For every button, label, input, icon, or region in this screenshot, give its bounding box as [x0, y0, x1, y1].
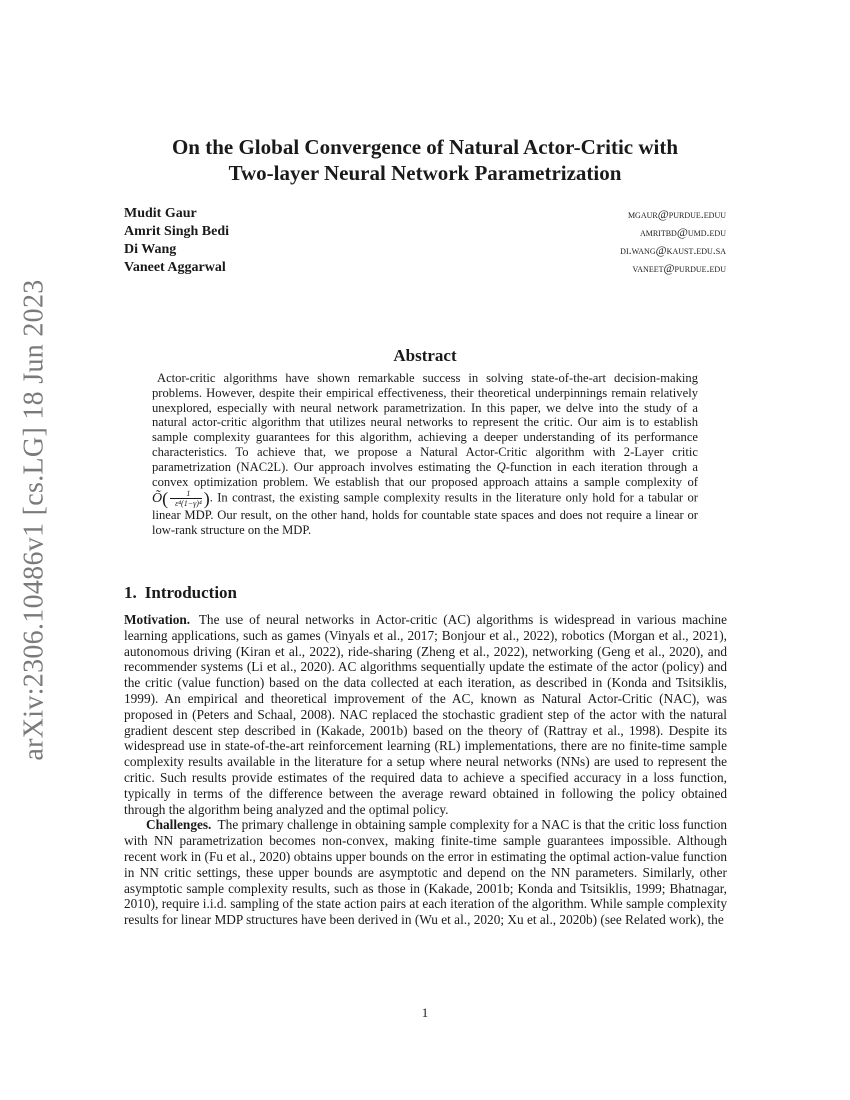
author-row [124, 223, 726, 241]
paragraph-challenges [124, 817, 727, 928]
author-name: Di Wang [124, 242, 177, 257]
title-line-2: Two-layer Neural Network Parametrization [228, 161, 622, 185]
author-row [124, 241, 726, 259]
arxiv-identifier-stamp [10, 265, 60, 775]
paragraph-text: The use of neural networks in Actor-critic (AC) algorithms is widespread in various machine learning applications, such as games (Vinyals et al., 2017; Bonjour et al., 2022), robotics (Morgan et al., 2021), autonomous driving (Kiran et al., 2022), ride-sharing (Zheng et al., 2022), networking (Geng et al., 2020), and recommender systems (Li et al., 2020). AC algorithms sequentially update the estimate of the actor (policy) and the critic (value function) based on the data collected at each iteration, as described in (Konda and Tsitsiklis, 1999). An empirical and theoretical improvement of the AC, known as Natural Actor-Critic (NAC), was proposed in (Peters and Schaal, 2008). NAC replaced the stochastic gradient step of the actor with the natural gradient descent step described in (Kakade, 2001b) based on the theory of (Rattray et al., 1998). Despite its widespread use in state-of-the-art reinforcement learning (RL) implementations, there are no finite-time sample complexity results available in the literature for a setup where neural networks (NNs) are used to represent the critic. Such results provide estimates of the required data to achieve a specified accuracy in a loss function, typically in terms of the difference between the average reward obtained in following the policy obtained through the algorithm being analyzed and the optimal policy. [124, 612, 727, 817]
author-row [124, 205, 726, 223]
paragraph-lead: Motivation. [124, 612, 191, 627]
author-email: vaneet@purdue.edu [632, 261, 726, 275]
abstract-heading: Abstract [393, 346, 457, 365]
paragraph-lead: Challenges. [146, 817, 212, 833]
title-line-1: On the Global Convergence of Natural Actor-Critic with [171, 135, 679, 159]
author-email: di.wang@kaust.edu.sa [620, 243, 726, 257]
paragraph-text: The primary challenge in obtaining sample complexity for a NAC is that the critic loss function with NN parametrization becomes non-convex, making finite-time sample guarantees impossible. Although recent work in (Fu et al., 2020) obtains upper bounds on the error in estimating the optimal action-value function in NN critic settings, these upper bounds are asymptotic and depend on the NN parameters. Similarly, other asymptotic sample complexity results, such as those in (Kakade, 2001b; Konda and Tsitsiklis, 1999; Bhatnagar, 2010), require i.i.d. sampling of the state action pairs at each iteration of the algorithm. While sample complexity results for linear MDP structures have been derived in (Wu et al., 2020; Xu et al., 2020b) (see Related work), the [124, 817, 727, 928]
section-number: 1. [124, 583, 137, 602]
fraction [170, 489, 202, 508]
paper-title [120, 134, 730, 186]
q-function-symbol: Q [496, 459, 506, 474]
abstract-part-2: -function in each iteration through a convex optimization problem. We establish that our proposed approach attains a sample complexity of [152, 459, 698, 489]
fraction-numerator: 1 [170, 489, 202, 499]
arxiv-identifier-text: arXiv:2306.10486v1 [cs.LG] 18 Jun 2023 [19, 279, 50, 761]
author-email: amritbd@umd.edu [639, 225, 726, 239]
left-paren: ( [162, 488, 169, 509]
author-name: Vaneet Aggarwal [124, 260, 226, 275]
author-name: Mudit Gaur [124, 206, 197, 221]
paragraph-motivation [124, 612, 727, 817]
author-email: mgaur@purdue.eduu [627, 207, 726, 221]
sample-complexity-formula [152, 488, 210, 509]
right-paren: ) [203, 488, 210, 509]
body-text [124, 612, 727, 928]
page-number: 1 [421, 1005, 429, 1020]
abstract-part-1: Actor-critic algorithms have shown remarkable success in solving state-of-the-art decision-making problems. However, despite their empirical effectiveness, their theoretical underpinnings remain relatively unexplored, especially with neural network parametrization. In this paper, we delve into the study of a natural actor-critic algorithm that utilizes neural networks to represent the critic. Our aim is to establish sample complexity guarantees for this algorithm, achieving a deeper understanding of its performance characteristics. To achieve that, we propose a Natural Actor-Critic algorithm with 2-Layer critic parametrization (NAC2L). Our approach involves estimating the [152, 371, 698, 474]
author-row [124, 259, 726, 277]
fraction-denominator: ε⁴(1−γ)⁴ [175, 499, 202, 509]
big-o-symbol: Õ [152, 491, 163, 507]
author-name: Amrit Singh Bedi [124, 224, 230, 239]
author-list [124, 205, 726, 277]
abstract-text [152, 371, 698, 538]
section-heading [124, 583, 237, 603]
section-title: Introduction [144, 583, 238, 602]
abstract-part-3: . In contrast, the existing sample complexity results in the literature only hold for a tabular or linear MDP. Our result, on the other hand, holds for countable state spaces and does not require a linear or low-rank structure on the MDP. [152, 491, 698, 538]
